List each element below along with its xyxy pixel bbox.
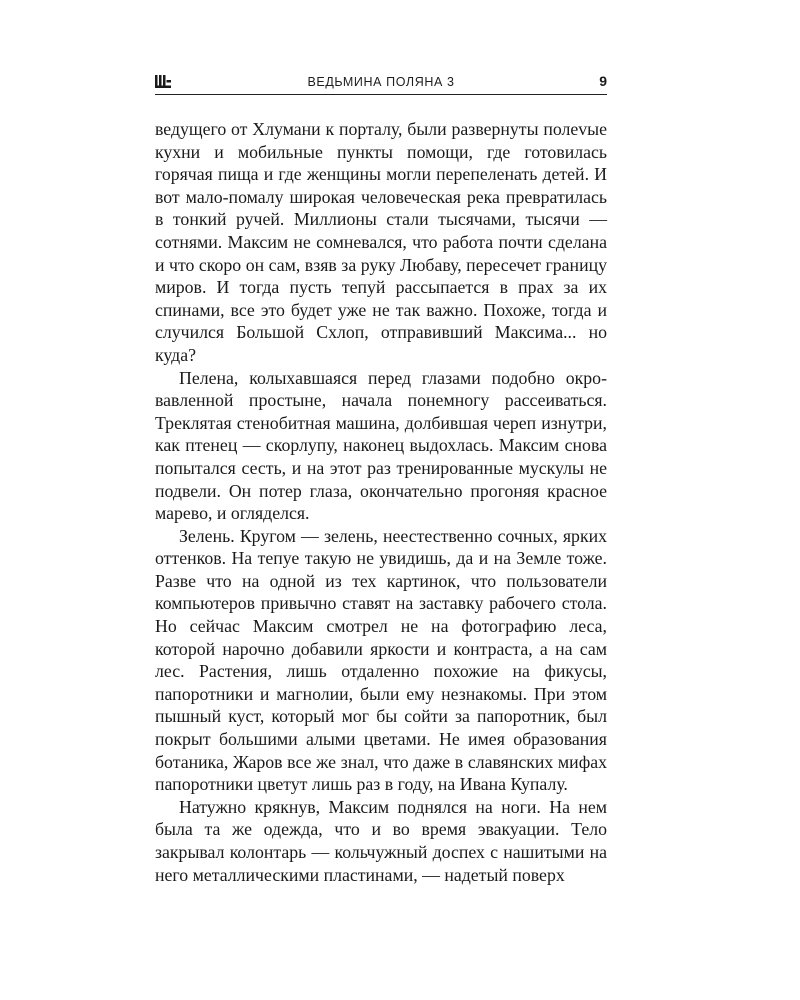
- paragraph: Зелень. Кругом — зелень, неестественно сочных, ярких оттенков. На тепуе такую не увидишь, да и на Земле тоже. Разве что на одной из тех картинок, что пользователи компьютеров привычно ставят на заставку рабочего стола. Но сейчас Максим смотрел не на фотографию леса, которой нарочно добавили яркости и контраста, а на сам лес. Растения, лишь отдаленно похожие на фикусы, папоротники и магнолии, были ему незнакомы. При этом пышный куст, который мог бы сойти за папоротник, был покрыт большими алыми цветами. Не имея образования ботаника, Жаров все же знал, что даже в славянских мифах папоротники цветут лишь раз в году, на Ивана Купалу.: [155, 525, 607, 795]
- paragraph: Натужно крякнув, Максим поднялся на ноги. На нем была та же одежда, что и во время эвакуации. Тело закрывал колонтарь — кольчужный доспех с нашитыми на него металлическими пластинами, — надетый поверх: [155, 796, 607, 885]
- paragraph: Пелена, колыхавшаяся перед глазами подобно окровавленной простыне, начала понемногу рассеиваться. Треклятая стенобитная машина, долбившая череп изнутри, как птенец — скорлупу, наконец выдохлась. Максим снова попытался сесть, и на этот раз тренированные мускулы не подвели. Он потер глаза, окончательно прогоняя красное марево, и огляделся.: [155, 367, 607, 524]
- body-text: [155, 118, 607, 886]
- page-header: [155, 72, 607, 95]
- paragraph: ведущего от Хлумани к порталу, были развернуты полеvые кухни и мобильные пункты помощи, где готовилась горячая пища и где женщины могли перепеленать детей. И вот мало-помалу широкая человеческая река превратилась в тонкий ручей. Миллионы стали тысячами, тысячи — сотнями. Максим не сомневался, что работа почти сделана и что скоро он сам, взяв за руку Любаву, пересечет границу миров. И тогда пусть тепуй рассыпается в прах за их спинами, все это будет уже не так важно. Похоже, тогда и случился Большой Схлоп, отправивший Максима... но куда?: [155, 119, 607, 365]
- running-title: ВЕДЬМИНА ПОЛЯНА 3: [307, 75, 455, 89]
- page-number: 9: [599, 73, 607, 89]
